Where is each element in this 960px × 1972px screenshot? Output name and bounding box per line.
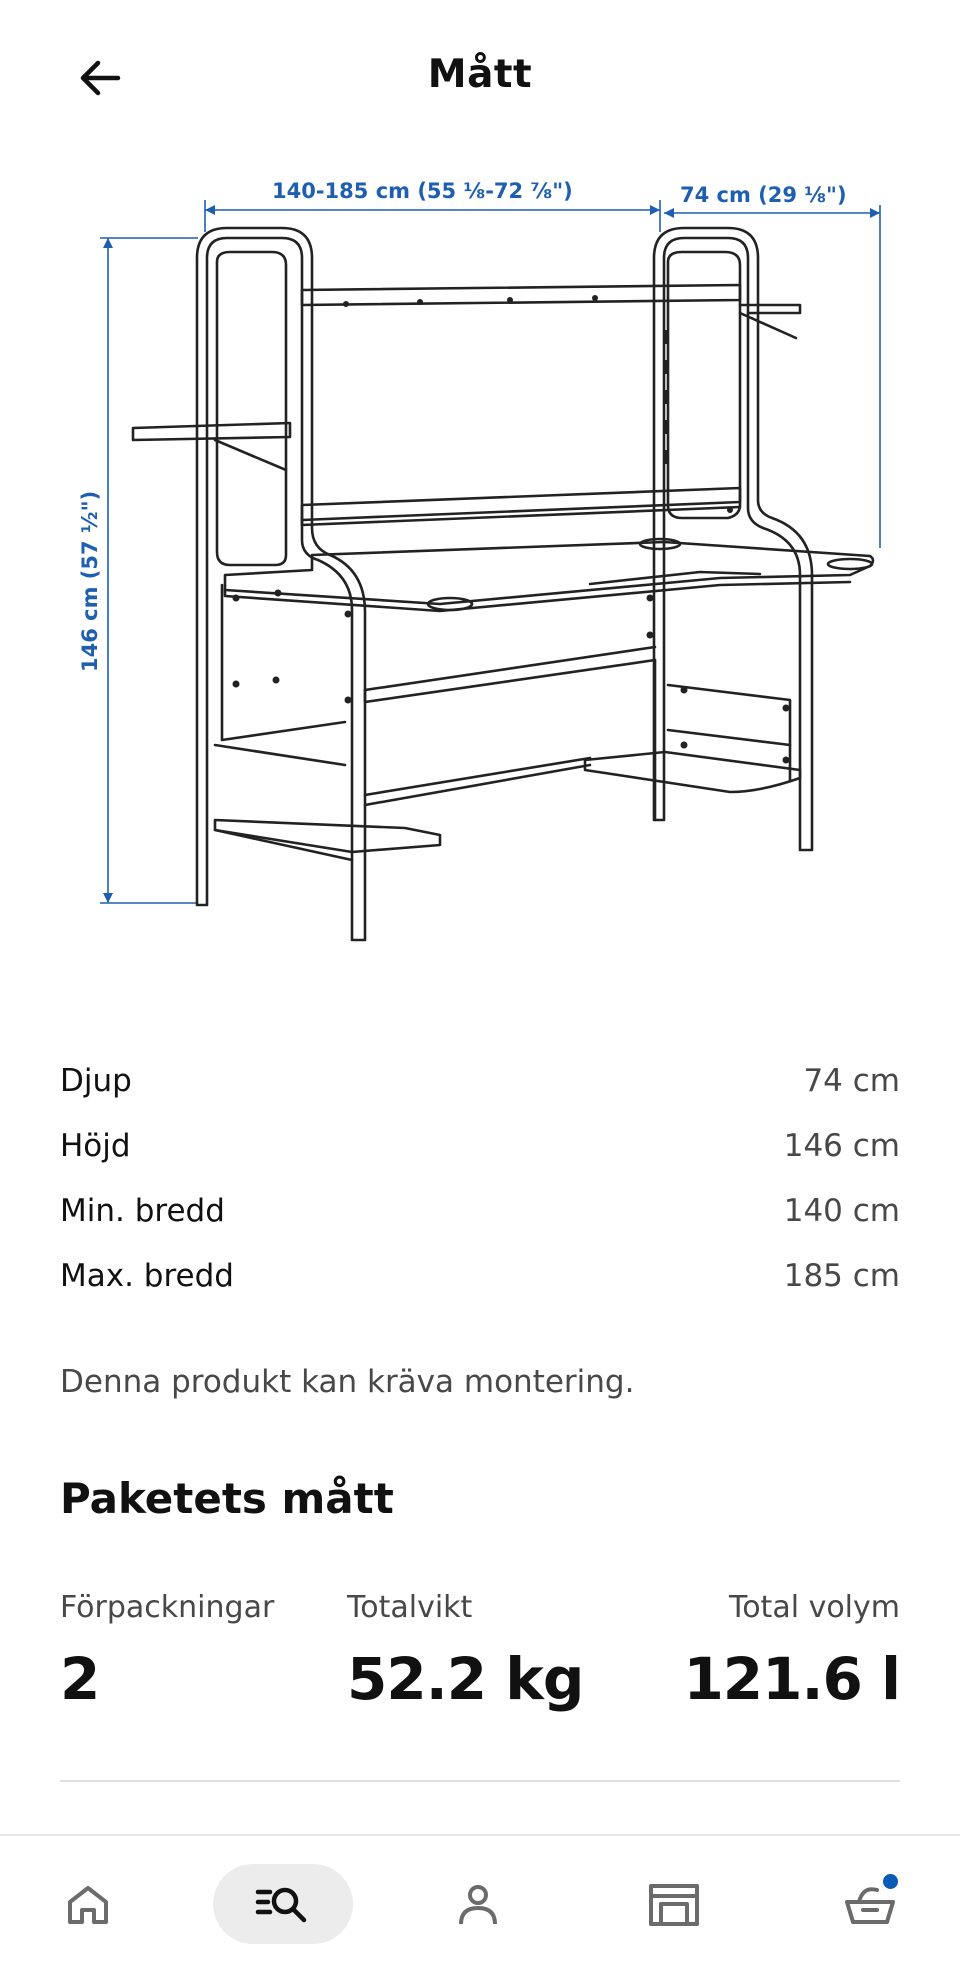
weight-label: Totalvikt — [347, 1590, 473, 1625]
dimension-value: 146 cm — [783, 1127, 900, 1164]
dimension-row-max-width — [60, 1243, 900, 1308]
dimension-label: Höjd — [60, 1127, 131, 1164]
nav-store[interactable] — [634, 1864, 714, 1944]
packages-value: 2 — [60, 1645, 100, 1713]
dimension-row-depth — [60, 1048, 900, 1113]
dimension-label: Max. bredd — [60, 1257, 234, 1294]
total-volume — [683, 1590, 900, 1713]
volume-label: Total volym — [728, 1590, 900, 1625]
packages-label: Förpackningar — [60, 1590, 275, 1625]
dimension-value: 74 cm — [803, 1062, 900, 1099]
total-weight — [347, 1590, 583, 1713]
dimension-row-min-width — [60, 1178, 900, 1243]
weight-value: 52.2 kg — [347, 1645, 584, 1713]
nav-basket[interactable] — [830, 1864, 910, 1944]
profile-icon — [454, 1880, 502, 1928]
divider — [60, 1780, 900, 1782]
dimension-drawing — [60, 160, 900, 960]
search-list-icon — [254, 1880, 312, 1928]
packages-count — [60, 1590, 274, 1713]
dimension-value: 185 cm — [783, 1257, 900, 1294]
assembly-note: Denna produkt kan kräva montering. — [60, 1364, 635, 1400]
store-icon — [647, 1880, 701, 1928]
package-section-title: Paketets mått — [60, 1474, 394, 1523]
depth-dimension-label: 74 cm (29 ⅛") — [680, 183, 847, 207]
dimension-label: Djup — [60, 1062, 132, 1099]
bottom-navigation — [0, 1836, 960, 1972]
height-dimension-label: 146 cm (57 ½") — [78, 490, 102, 672]
nav-profile[interactable] — [438, 1864, 518, 1944]
width-dimension-label: 140-185 cm (55 ⅛-72 ⅞") — [272, 179, 573, 203]
dimension-label: Min. bredd — [60, 1192, 225, 1229]
dimension-value: 140 cm — [783, 1192, 900, 1229]
page-title: Mått — [427, 52, 533, 97]
header — [0, 0, 960, 160]
dimensions-list — [60, 1048, 900, 1308]
nav-home[interactable] — [48, 1864, 128, 1944]
home-icon — [64, 1880, 112, 1928]
nav-search[interactable] — [213, 1864, 353, 1944]
volume-value: 121.6 l — [683, 1645, 900, 1713]
dimension-row-height — [60, 1113, 900, 1178]
basket-badge — [883, 1874, 898, 1889]
